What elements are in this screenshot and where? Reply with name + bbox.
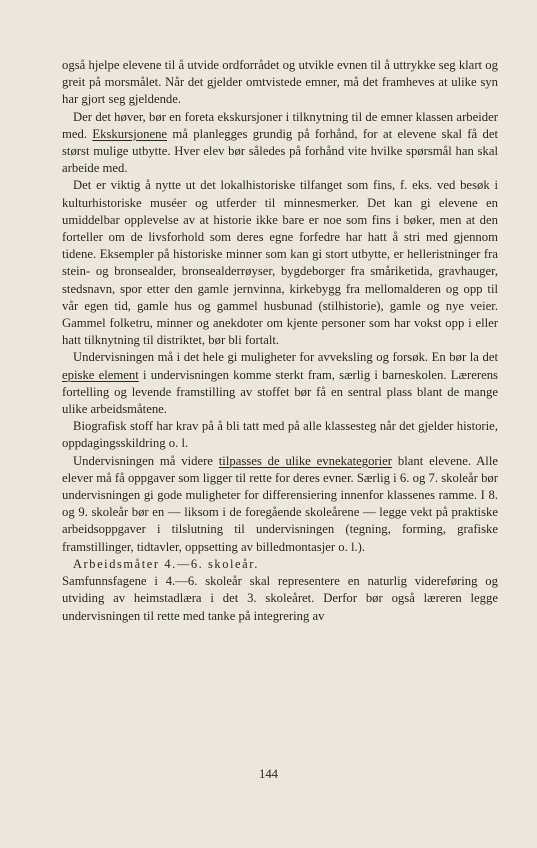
- text-run: må planlegges grundig på forhånd, for at elevene skal få det størst mulige utbytte. Hver elev bør således på forhånd vite hvilke spørsmål han skal arbeide med.: [62, 126, 498, 176]
- text-run: i undervisningen komme sterkt fram, særlig i barneskolen. Lærerens fortelling og levende framstilling av stoffet bør få en sentral plass blant de mange ulike arbeidsmåtene.: [62, 367, 498, 417]
- text-run: Der det høver, bør en foreta ekskursjoner i tilknytning til de emner klassen arbeider med.: [62, 109, 498, 141]
- text-run: Samfunnsfagene i 4.—6. skoleår skal representere en naturlig videreføring og utviding av heimstadlæra i det 3. skoleåret. Derfor bør også læreren legge undervisningen til rette med tanke på integrering av: [62, 574, 498, 623]
- paragraph: [62, 349, 498, 418]
- text-run: også hjelpe elevene til å utvide ordforrådet og utvikle evnen til å uttrykke seg klart og greit på morsmålet. Når det gjelder omtvistede emner, må det framheves at ulike syn har gjort seg gjeldende.: [62, 58, 498, 107]
- page-number: 144: [258, 767, 279, 781]
- underlined-phrase: Ekskursjonene: [92, 126, 168, 141]
- paragraph: [62, 573, 498, 625]
- text-run: Undervisningen må videre: [73, 453, 219, 468]
- paragraph: [62, 177, 498, 349]
- underlined-phrase: tilpasses de ulike evnekategorier: [218, 453, 393, 468]
- section-heading: Arbeidsmåter 4.—6. skoleår.: [73, 556, 260, 571]
- paragraph: [62, 453, 498, 556]
- paragraph: [62, 57, 498, 109]
- paragraph: [62, 109, 498, 178]
- text-run: blant elevene. Alle elever må få oppgaver som ligger til rette for deres evner. Særlig i 6. og 7. skoleår bør undervisningen gi gode muligheter for differensiering innenfor klassenes ramme. I 8. og 9. skoleår bør en — liksom i de foregående skoleårene — legge vekt på praktiske arbeidsoppgaver i tilslutning til undervisningen (tegning, forming, grafiske framstillinger, tidtavler, oppsetting av billedmontasjer o. l.).: [62, 453, 498, 554]
- text-run: Det er viktig å nytte ut det lokalhistoriske tilfanget som fins, f. eks. ved besøk i kulturhistoriske muséer og utferder til minnesmerker. Det kan gi elevene en umiddelbar opplevelse av at historie ikke bare er noe som fins i bøker, men at den forteller om de livsforhold som deres egne forfedre har hatt å stri med gjennom tidene. Eksempler på historiske minner som kan gi stort utbytte, er helleristninger fra stein- og bronsealder, bronsealderrøyser, bygdeborger fra småriketida, gravhauger, stedsnavn, spor etter den gamle jernvinna, kirkebygg fra mellomalderen og opp til vår egen tid, gamle hus og gammel husbunad (stilhistorie), gamle og nye veier. Gammel folketru, minner og anekdoter om kjente personer som har vokst opp i eller hatt tilknytning til distriktet, bør bli fortalt.: [62, 178, 498, 348]
- text-run: Biografisk stoff har krav på å bli tatt med på alle klassesteg når det gjelder historie, oppdagingsskildring o. l.: [62, 419, 498, 451]
- underlined-phrase: episke element: [62, 367, 139, 382]
- text-run: Undervisningen må i det hele gi muligheter for avveksling og forsøk. En bør la det: [73, 350, 498, 365]
- body-text: [62, 57, 498, 625]
- paragraph: [62, 418, 498, 452]
